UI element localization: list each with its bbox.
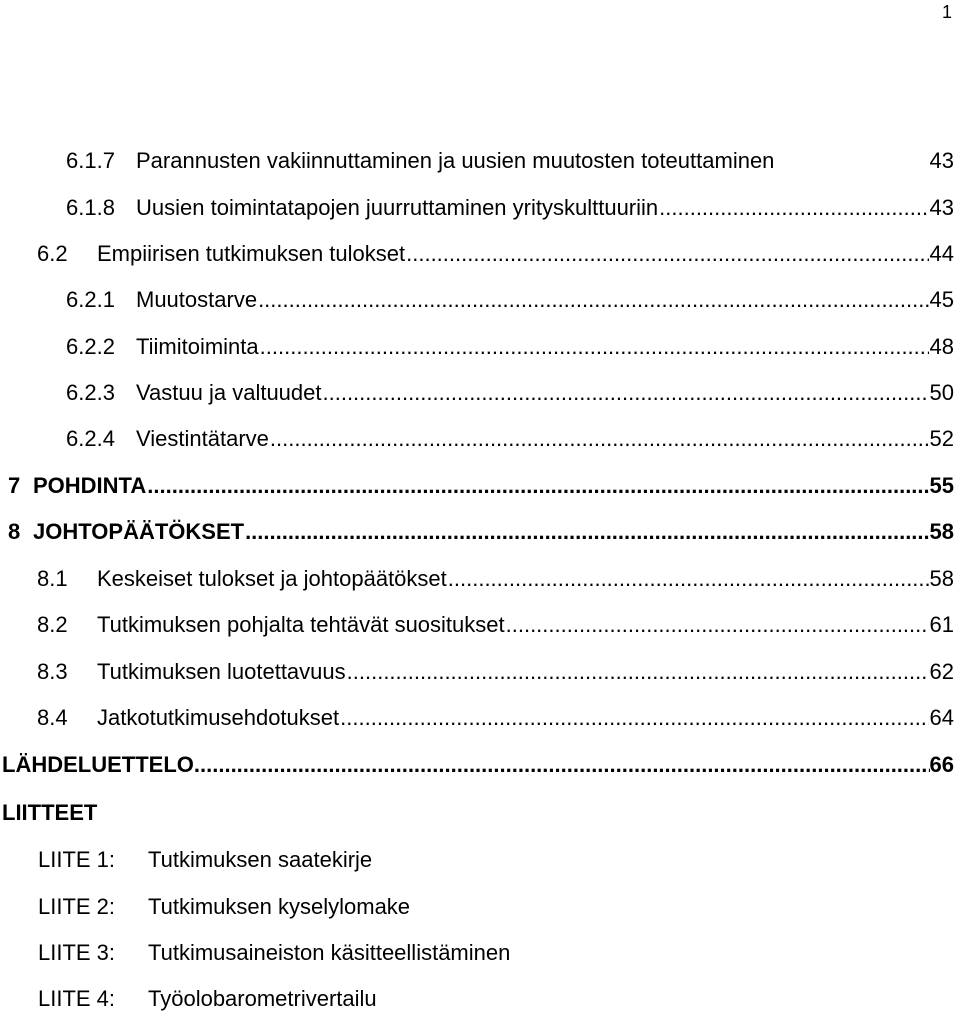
toc-entry-number: 6.1.8: [66, 195, 115, 220]
toc-dot-leader: [506, 611, 929, 639]
toc-dot-leader: [147, 472, 928, 500]
toc-entry-number: 6.2.2: [66, 334, 115, 359]
toc-entry-title: Uusien toimintatapojen juurruttaminen yrityskulttuuriin: [136, 195, 659, 220]
appendix-label: LIITE 1:: [38, 847, 116, 872]
toc-entry-8-2[interactable]: [37, 611, 954, 639]
appendix-label: LIITE 3:: [38, 940, 116, 965]
toc-entry-title: Tutkimuksen pohjalta tehtävät suositukset: [97, 612, 505, 637]
toc-entry-6-1-8[interactable]: [66, 194, 954, 222]
toc-entry-page: 64: [929, 705, 954, 730]
toc-entry-title: Tutkimuksen luotettavuus: [97, 659, 346, 684]
toc-entry-8[interactable]: [8, 518, 954, 546]
toc-entry-8-4[interactable]: [37, 704, 954, 732]
toc-entry-6-2-2[interactable]: [66, 333, 954, 361]
toc-entry-page: 58: [929, 519, 954, 544]
appendix-heading-text: LIITTEET: [2, 800, 98, 825]
toc-entry-number: 8.1: [37, 566, 68, 591]
toc-entry-title: Tiimitoiminta: [136, 334, 259, 359]
toc-entry-title: Vastuu ja valtuudet: [136, 380, 322, 405]
toc-entry-6-1-7[interactable]: [66, 147, 954, 175]
toc-entry-page: 44: [929, 241, 954, 266]
toc-entry-page: 45: [929, 287, 954, 312]
appendix-title: Tutkimusaineiston käsitteellistäminen: [148, 940, 511, 965]
toc-entry-title: Muutostarve: [136, 287, 258, 312]
appendix-title: Tutkimuksen saatekirje: [148, 847, 373, 872]
toc-entry-page: 61: [929, 612, 954, 637]
toc-entry-page: 50: [929, 380, 954, 405]
toc-entry-page: 52: [929, 426, 954, 451]
toc-entry-title: Empiirisen tutkimuksen tulokset: [97, 241, 406, 266]
toc-entry-title: Parannusten vakiinnuttaminen ja uusien muutosten toteuttaminen: [136, 148, 775, 173]
toc-entry-6-2-4[interactable]: [66, 425, 954, 453]
appendix-item[interactable]: [38, 985, 377, 1013]
toc-entry-number: 6.2.4: [66, 426, 115, 451]
toc-entry-page: 66: [929, 752, 954, 777]
toc-entry-title: Viestintätarve: [136, 426, 269, 451]
toc-entry-page: 43: [929, 195, 954, 220]
toc-entry-number: 8.3: [37, 659, 68, 684]
toc-entry-8-3[interactable]: [37, 658, 954, 686]
toc-entry-title: LÄHDELUETTELO: [2, 752, 194, 777]
toc-entry-6-2-3[interactable]: [66, 379, 954, 407]
page-number: 1: [941, 2, 952, 22]
toc-dot-leader: [260, 333, 929, 361]
toc-entry-7[interactable]: [8, 472, 954, 500]
toc-entry-page: 58: [929, 566, 954, 591]
toc-dot-leader: [659, 194, 928, 222]
toc-entry-title: Keskeiset tulokset ja johtopäätökset: [97, 566, 447, 591]
appendix-heading: [2, 799, 97, 827]
appendix-item[interactable]: [38, 939, 510, 967]
toc-entry-page: 55: [929, 473, 954, 498]
toc-dot-leader: [270, 425, 929, 453]
toc-entry-number: 8.4: [37, 705, 68, 730]
toc-entry-page: 62: [929, 659, 954, 684]
toc-entry-page: 48: [929, 334, 954, 359]
toc-dot-leader: [406, 240, 928, 268]
appendix-label: LIITE 4:: [38, 986, 116, 1011]
appendix-title: Tutkimuksen kyselylomake: [148, 894, 411, 919]
toc-entry-number: 6.1.7: [66, 148, 115, 173]
toc-entry-number: 8: [8, 519, 21, 544]
toc-entry-references[interactable]: [2, 751, 954, 779]
toc-dot-leader: [347, 658, 929, 686]
toc-dot-leader: [323, 379, 929, 407]
toc-entry-title: POHDINTA: [33, 473, 147, 498]
toc-dot-leader: [245, 518, 928, 546]
toc-dot-leader: [194, 751, 930, 779]
appendix-item[interactable]: [38, 893, 410, 921]
toc-entry-title: JOHTOPÄÄTÖKSET: [33, 519, 245, 544]
toc-dot-leader: [448, 565, 929, 593]
appendix-label: LIITE 2:: [38, 894, 116, 919]
toc-entry-6-2[interactable]: [37, 240, 954, 268]
appendix-item[interactable]: [38, 846, 372, 874]
toc-entry-number: 6.2.1: [66, 287, 115, 312]
toc-entry-page: 43: [929, 148, 954, 173]
toc-entry-title: Jatkotutkimusehdotukset: [97, 705, 340, 730]
toc-dot-leader: [340, 704, 928, 732]
appendix-title: Työolobarometrivertailu: [148, 986, 377, 1011]
toc-entry-number: 6.2.3: [66, 380, 115, 405]
toc-entry-8-1[interactable]: [37, 565, 954, 593]
toc-entry-6-2-1[interactable]: [66, 286, 954, 314]
toc-entry-number: 6.2: [37, 241, 68, 266]
toc-entry-number: 8.2: [37, 612, 68, 637]
toc-dot-leader: [258, 286, 928, 314]
toc-entry-number: 7: [8, 473, 21, 498]
